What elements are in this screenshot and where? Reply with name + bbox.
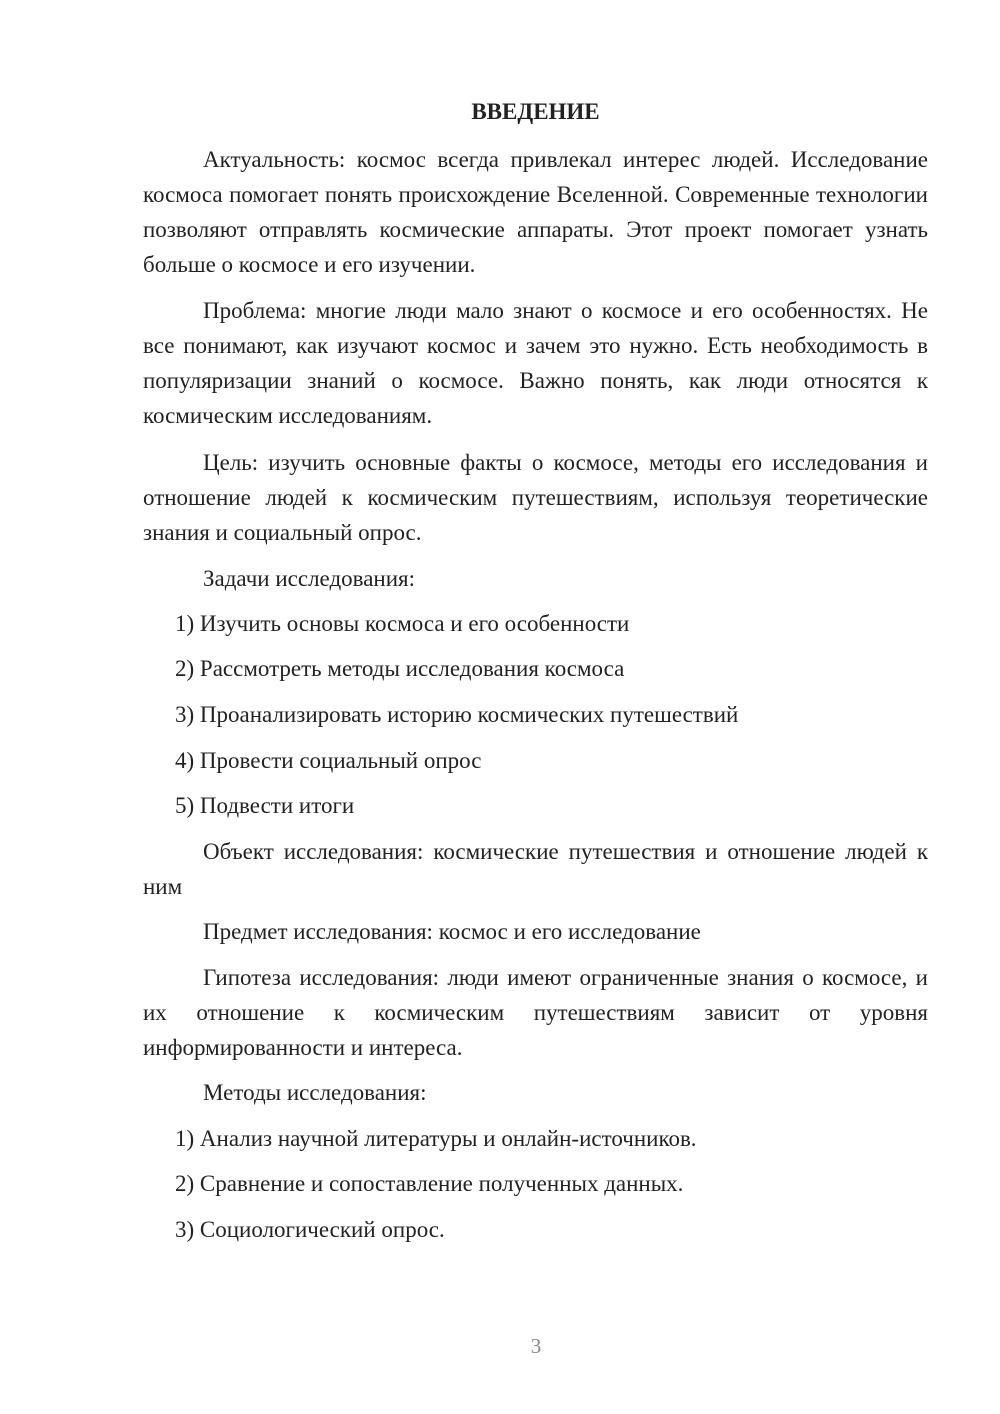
subject-text: Предмет исследования: космос и его исследование [203, 919, 701, 944]
tasks-heading: Задачи исследования: [203, 566, 416, 591]
subject-paragraph [143, 914, 928, 949]
tasks-list [143, 788, 928, 823]
tasks-list [143, 743, 928, 778]
list-item: 2) Сравнение и сопоставление полученных данных. [175, 1171, 684, 1196]
list-item: 2) Рассмотреть методы исследования космоса [175, 656, 625, 681]
tasks-list [143, 651, 928, 686]
methods-list [143, 1166, 928, 1201]
hypothesis-text: Гипотеза исследования: люди имеют ограниченные знания о космосе, и их отношение к космическим путешествиям зависит от уровня информированности и интереса. [143, 965, 928, 1060]
methods-list [143, 1212, 928, 1247]
list-item: 1) Анализ научной литературы и онлайн-источников. [175, 1126, 697, 1151]
problem-paragraph [143, 293, 928, 433]
list-item: 3) Проанализировать историю космических путешествий [175, 702, 739, 727]
tasks-heading-block [143, 561, 928, 596]
problem-text: Проблема: многие люди мало знают о космосе и его особенностях. Не все понимают, как изучают космос и зачем это нужно. Есть необходимость в популяризации знаний о космосе. Важно понять, как люди относятся к космическим исследованиям. [143, 298, 928, 428]
relevance-paragraph [143, 142, 928, 282]
goal-text: Цель: изучить основные факты о космосе, методы его исследования и отношение людей к космическим путешествиям, используя теоретические знания и социальный опрос. [143, 450, 928, 545]
section-title: ВВЕДЕНИЕ [471, 99, 600, 124]
goal-paragraph [143, 445, 928, 550]
hypothesis-paragraph [143, 960, 928, 1065]
page-number: 3 [530, 1334, 542, 1358]
list-item: 1) Изучить основы космоса и его особенности [175, 611, 630, 636]
list-item: 3) Социологический опрос. [175, 1217, 445, 1242]
methods-list [143, 1121, 928, 1156]
methods-heading-block [143, 1075, 928, 1110]
object-paragraph [143, 834, 928, 904]
relevance-text: Актуальность: космос всегда привлекал интерес людей. Исследование космоса помогает понять происхождение Вселенной. Современные технологии позволяют отправлять космические аппараты. Этот проект помогает узнать больше о космосе и его изучении. [143, 147, 928, 277]
tasks-list [143, 697, 928, 732]
methods-heading: Методы исследования: [203, 1080, 427, 1105]
list-item: 4) Провести социальный опрос [175, 748, 482, 773]
object-text: Объект исследования: космические путешествия и отношение людей к ним [143, 839, 928, 899]
list-item: 5) Подвести итоги [175, 793, 355, 818]
tasks-list [143, 606, 928, 641]
